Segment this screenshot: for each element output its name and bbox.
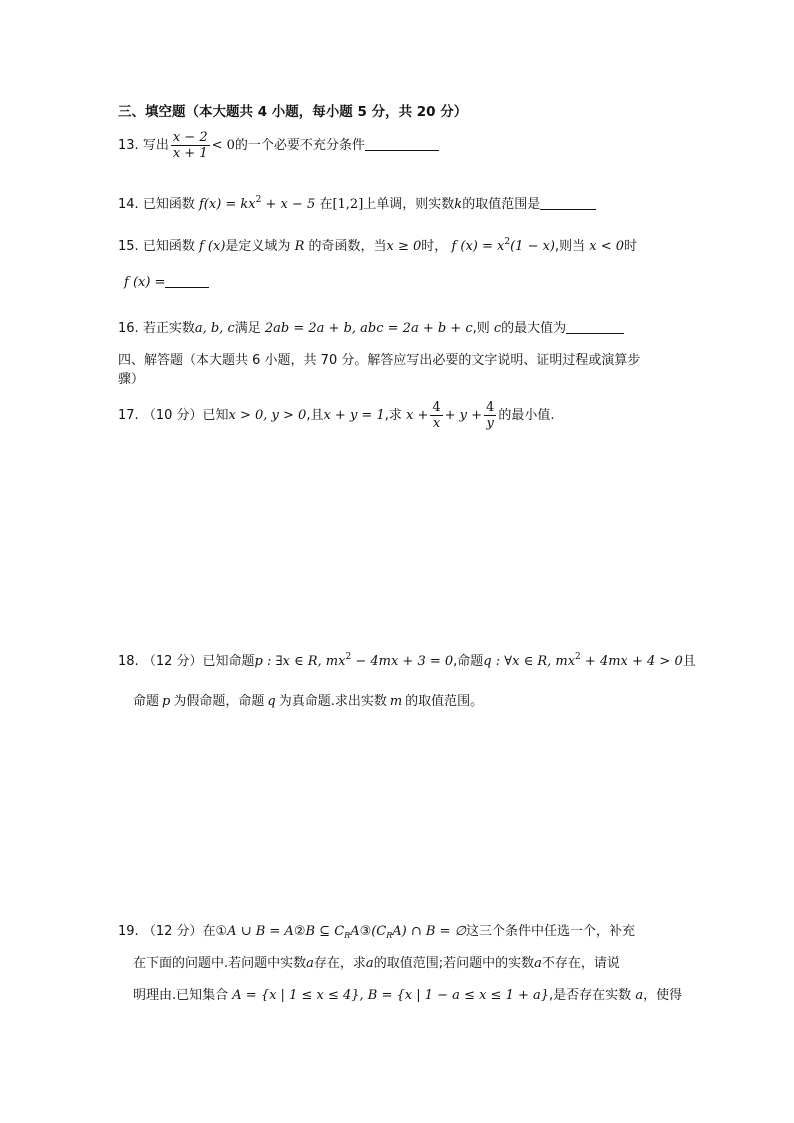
- math-expression: p : ∃x ∈ R, mx: [254, 654, 346, 669]
- question-text: ,且: [306, 408, 324, 423]
- question-text: 的一个必要不充分条件: [234, 138, 365, 153]
- circled-number: ②: [293, 924, 306, 939]
- question-15-line2: [124, 275, 209, 290]
- math-expression: x < 0: [589, 239, 625, 254]
- question-text: 的取值范围。: [405, 694, 484, 709]
- math-expression: A = {x | 1 ≤ x ≤ 4}, B = {x | 1 − a ≤ x ≤ 1 + a}: [232, 988, 550, 1003]
- variable: p: [162, 694, 171, 709]
- interval: [1,2]: [332, 197, 364, 212]
- math-expression: A ∪ B = A: [227, 924, 294, 939]
- fraction: [171, 130, 210, 161]
- fraction: [430, 400, 442, 431]
- question-text: ,是否存在实数: [549, 988, 632, 1003]
- question-text: 上单调，则实数: [363, 197, 455, 212]
- question-text: 已知函数: [142, 197, 195, 212]
- question-text: 的最大值为: [501, 321, 567, 336]
- exponent: 2: [345, 652, 352, 662]
- question-number: 14.: [118, 197, 139, 212]
- math-expression: q : ∀x ∈ R, mx: [483, 654, 576, 669]
- question-text: ，使得: [643, 988, 683, 1003]
- question-text: 的最小值.: [498, 408, 555, 423]
- question-text: 明理由.已知集合: [133, 988, 229, 1003]
- question-text: 已知函数: [142, 239, 195, 254]
- variable: a: [306, 956, 314, 971]
- question-text: 且: [682, 654, 696, 669]
- math-expression: x + y = 1: [323, 408, 385, 423]
- math-expression: x ≥ 0: [386, 239, 422, 254]
- question-text: （12 分）已知命题: [142, 654, 255, 669]
- fraction-denominator: x + 1: [172, 146, 208, 161]
- question-text: ,求: [384, 408, 402, 423]
- question-number: 18.: [118, 654, 139, 669]
- question-text: 写出: [142, 138, 169, 153]
- variable: c: [493, 321, 502, 336]
- section4-title: 四、解答题（本大题共 6 小题，共 70 分。解答应写出必要的文字说明、证明过程或演算步: [118, 353, 641, 368]
- question-text: （10 分）已知: [142, 408, 229, 423]
- question-text: 存在，求: [313, 956, 366, 971]
- fraction-numerator: 4: [486, 400, 495, 415]
- question-17: [118, 400, 554, 431]
- variable: a: [365, 956, 374, 971]
- question-text: 若正实数: [142, 321, 195, 336]
- variable: a: [534, 956, 542, 971]
- question-number: 15.: [118, 239, 139, 254]
- exponent: 2: [504, 237, 511, 247]
- math-expression: + 4mx + 4 > 0: [580, 654, 683, 669]
- variable: a: [635, 988, 644, 1003]
- question-19: [118, 920, 635, 939]
- math-expression: A: [350, 924, 360, 939]
- math-expression: + x − 5: [261, 197, 316, 212]
- question-text: ,命题: [453, 654, 484, 669]
- question-text: 的取值范围是: [462, 197, 541, 212]
- math-expression: A) ∩ B = ∅: [392, 924, 466, 939]
- variable: k: [454, 197, 463, 212]
- question-text: 在下面的问题中.若问题中实数: [133, 956, 307, 971]
- question-text: 在: [319, 197, 333, 212]
- fraction-denominator: x: [432, 416, 441, 431]
- section4-title-cont: 骤）: [118, 372, 145, 387]
- math-expression: (C: [371, 924, 387, 939]
- question-18: [118, 650, 696, 669]
- math-expression: a, b, c: [194, 321, 235, 336]
- math-expression: 2ab = 2a + b, abc = 2a + b + c: [264, 321, 473, 336]
- question-text: 时，: [421, 239, 448, 254]
- question-16: [118, 317, 624, 336]
- question-text: （12 分）在①: [142, 924, 228, 939]
- question-number: 19.: [118, 924, 139, 939]
- question-text: 满足: [234, 321, 261, 336]
- question-text: 时: [624, 239, 638, 254]
- answer-blank[interactable]: [365, 138, 439, 151]
- math-expression: (1 − x): [510, 239, 555, 254]
- function-name: f: [198, 197, 204, 212]
- question-text: 的奇函数，当: [308, 239, 387, 254]
- question-text: 为真命题.求出实数: [278, 694, 387, 709]
- question-19-line2: [133, 952, 620, 971]
- circled-number: ③: [359, 924, 372, 939]
- variable: R: [294, 239, 305, 254]
- answer-blank[interactable]: [540, 197, 596, 210]
- exponent: 2: [255, 195, 262, 205]
- question-number: 16.: [118, 321, 139, 336]
- math-expression: − 4mx + 3 = 0: [351, 654, 454, 669]
- variable: m: [389, 694, 403, 709]
- answer-blank[interactable]: [165, 275, 209, 288]
- answer-blank[interactable]: [566, 321, 624, 334]
- math-expression: x > 0, y > 0: [228, 408, 307, 423]
- question-number: 13.: [118, 138, 139, 153]
- question-18-line2: [133, 690, 483, 709]
- question-19-line3: [133, 984, 682, 1003]
- fraction: [484, 400, 496, 431]
- question-text: 为假命题，命题: [173, 694, 265, 709]
- math-expression: < 0: [211, 138, 235, 153]
- fraction-denominator: y: [486, 416, 494, 431]
- question-text: 是定义域为: [225, 239, 291, 254]
- question-number: 17.: [118, 408, 139, 423]
- question-text: 不存在，请说: [541, 956, 620, 971]
- question-14: [118, 193, 596, 212]
- math-expression: B ⊆ C: [305, 924, 345, 939]
- question-15: [118, 235, 637, 254]
- fraction-numerator: 4: [432, 400, 441, 415]
- section3-title: 三、填空题（本大题共 4 小题，每小题 5 分，共 20 分）: [118, 104, 468, 120]
- math-expression: + y +: [444, 408, 483, 423]
- question-text: ,则: [472, 321, 490, 336]
- subscript: R: [386, 931, 393, 940]
- question-13: [118, 130, 439, 161]
- exponent: 2: [575, 652, 581, 662]
- question-text: 这三个条件中任选一个，补充: [465, 924, 635, 939]
- math-expression: x +: [406, 408, 429, 423]
- question-text: 命题: [133, 694, 160, 709]
- question-text: 的取值范围;若问题中的实数: [373, 956, 535, 971]
- question-text: ,则当: [555, 239, 586, 254]
- subscript: R: [344, 931, 351, 940]
- fraction-numerator: x − 2: [172, 130, 208, 145]
- math-expression: (x) = kx: [203, 197, 256, 212]
- variable: q: [267, 694, 276, 709]
- math-expression: f (x) =: [124, 275, 166, 290]
- math-expression: f (x) = x: [451, 239, 505, 254]
- math-expression: f (x): [198, 239, 226, 254]
